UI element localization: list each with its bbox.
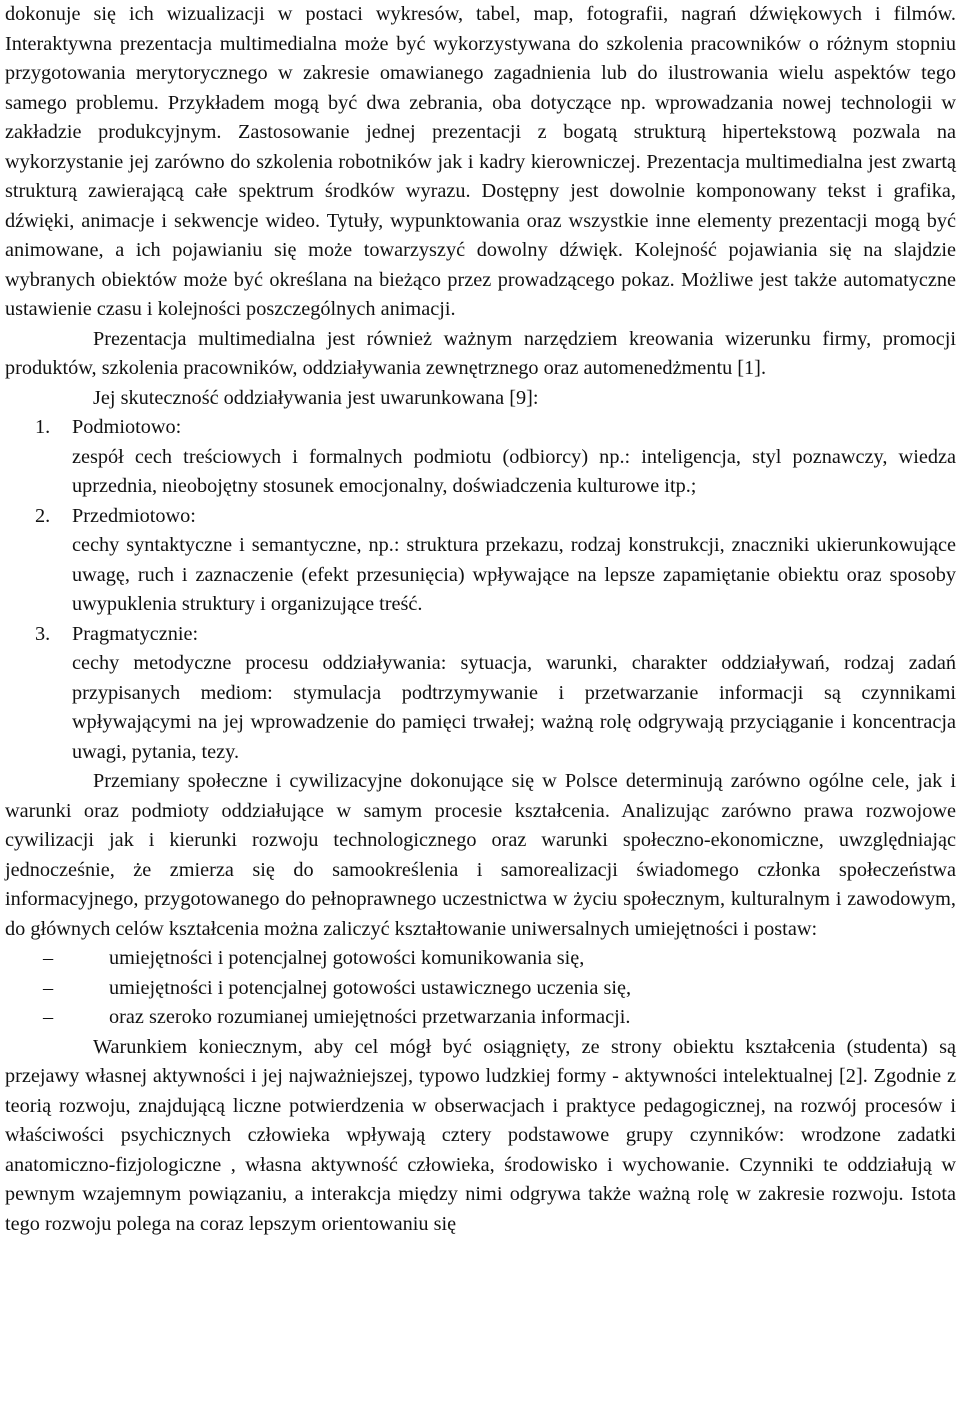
list-item [5,944,956,974]
list-item-number: 1. [35,416,51,438]
effectiveness-aspects-list [5,413,956,767]
list-item-body: cechy syntaktyczne i semantyczne, np.: struktura przekazu, rodzaj konstrukcji, znaczniki ukierunkowujące uwagę, ruch i zaznaczenie (efekt przesunięcia) wpływające na lepsze zapamiętanie obiektu oraz sposoby uwypuklenia struktury i organizujące treść. [72,534,956,615]
paragraph-presentation-tool: Prezentacja multimedialna jest również ważnym narzędziem kreowania wizerunku firmy, promocji produktów, szkolenia pracowników, oddziaływania zewnętrznego oraz automenedżmentu [1]. [5,327,956,379]
list-item [5,413,956,502]
paragraph-social-changes: Przemiany społeczne i cywilizacyjne dokonujące się w Polsce determinują zarówno ogólne cele, jak i warunki oraz podmioty oddziałujące w samym procesie kształcenia. Analizując zarówno prawa rozwojowe cywilizacji jak i kierunki rozwoju technologicznego oraz warunki społeczno-ekonomiczne, uwzględniając jednocześnie, że zmierza się do samookreślenia i samorealizacji świadomego członka społeczeństwa informacyjnego, przygotowanego do pełnoprawnego uczestnictwa w życiu społecznym, kulturalnym i zawodowym, do głównych celów kształcenia można zaliczyć kształtowanie uniwersalnych umiejętności i postaw: [5,770,956,940]
list-item-text: umiejętności i potencjalnej gotowości ustawicznego uczenia się, [109,976,632,999]
universal-skills-list [5,944,956,1033]
list-item-title: Podmiotowo: [72,416,182,438]
list-item-body: cechy metodyczne procesu oddziaływania: sytuacja, warunki, charakter oddziaływań, rodzaj zadań przypisanych mediom: stymulacja podtrzymywanie i przetwarzanie informacji są czynnikami wpływającymi na jej wprowadzenie do pamięci trwałej; ważną rolę odgrywają przyciąganie i koncentracja uwagi, pytania, tezy. [72,652,956,763]
paragraph-multimedia-presentation: dokonuje się ich wizualizacji w postaci wykresów, tabel, map, fotografii, nagrań dźwiękowych i filmów. Interaktywna prezentacja multimedialna może być wykorzystywana do szkolenia pracowników o różnym stopniu przygotowania merytorycznego w zakresie omawianego zagadnienia lub do ilustrowania wielu aspektów tego samego problemu. Przykładem mogą być dwa zebrania, oba dotyczące np. wprowadzania nowej technologii w zakładzie produkcyjnym. Zastosowanie jednej prezentacji z bogatą strukturą hipertekstową pozwala na wykorzystanie jej zarówno do szkolenia robotników jak i kadry kierowniczej. Prezentacja multimedialna jest zwartą strukturą zawierającą całe spektrum środków wyrazu. Dostępny jest dowolnie komponowany tekst i grafika, dźwięki, animacje i sekwencje wideo. Tytuły, wypunktowania oraz wszystkie inne elementy prezentacji mogą być animowane, a ich pojawianiu się może towarzyszyć dowolny dźwięk. Kolejność pojawiania się na slajdzie wybranych obiektów może być określana na bieżąco przez prowadzącego pokaz. Możliwe jest także automatyczne ustawienie czasu i kolejności poszczególnych animacji. [5,3,956,320]
list-item-text: umiejętności i potencjalnej gotowości komunikowania się, [109,947,585,969]
dash-bullet: – [43,976,54,999]
paragraph-learning-activity: Warunkiem koniecznym, aby cel mógł być osiągnięty, ze strony obiektu kształcenia (studenta) są przejawy własnej aktywności i jej najważniejszej, typowo ludzkiej formy - aktywności intelektualnej [2]. Zgodnie z teorią rozwoju, znajdującą liczne potwierdzenia w obserwacjach i praktyce pedagogicznej, na rozwój procesów i właściwości psychicznych człowieka wpływają cztery podstawowe grupy czynników: wrodzone zadatki anatomiczno-fizjologiczne , własna aktywność człowieka, środowisko i wychowanie. Czynniki te oddziałują w pewnym wzajemnym powiązaniu, a interakcja między nimi odgrywa także ważną rolę w zakresie rozwoju. Istota tego rozwoju polega na coraz lepszym orientowaniu się [5,1035,956,1235]
list-item-title: Przedmiotowo: [72,504,196,527]
list-item [5,1003,956,1033]
list-item-title: Pragmatycznie: [72,622,199,645]
list-item-number: 3. [35,622,51,645]
dash-bullet: – [43,1006,54,1028]
list-item-number: 2. [35,504,51,527]
dash-bullet: – [43,947,54,969]
list-item-text: oraz szeroko rozumianej umiejętności przetwarzania informacji. [109,1006,631,1028]
list-item [5,502,956,620]
list-item [5,620,956,768]
list-item [5,974,956,1004]
list-item-body: zespół cech treściowych i formalnych podmiotu (odbiorcy) np.: inteligencja, styl poznawczy, wiedza uprzednia, nieobojętny stosunek emocjonalny, doświadczenia kulturowe itp.; [72,445,956,497]
paragraph-effectiveness-intro: Jej skuteczność oddziaływania jest uwarunkowana [9]: [93,386,539,409]
